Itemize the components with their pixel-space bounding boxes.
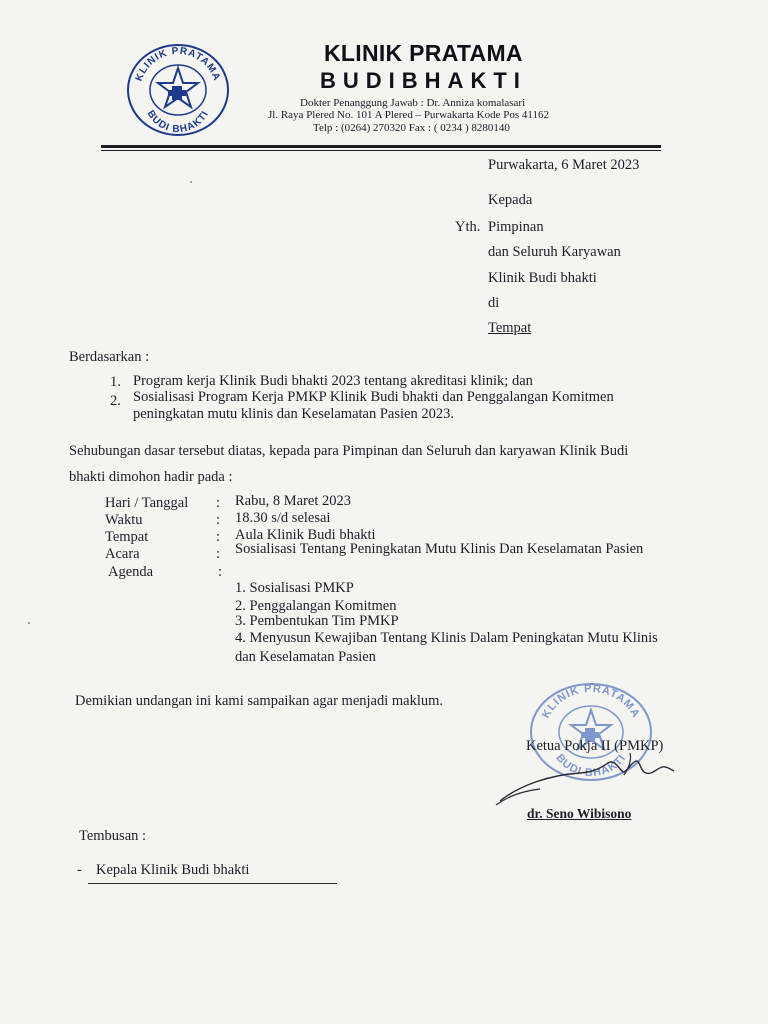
detail-value: Sosialisasi Tentang Peningkatan Mutu Klinis Dan Keselamatan Pasien	[235, 541, 644, 557]
detail-value: 18.30 s/d selesai	[235, 510, 331, 526]
stamp-text-top: KLINIK PRATAMA	[539, 682, 643, 721]
agenda-item: 4. Menyusun Kewajiban Tentang Klinis Dalam Peningkatan Mutu Klinis	[235, 630, 658, 646]
detail-label: Waktu	[105, 512, 143, 528]
basis-intro: Berdasarkan :	[69, 349, 150, 365]
logo-text-top: KLINIK PRATAMA	[133, 45, 223, 83]
agenda-item: 3. Pembentukan Tim PMKP	[235, 613, 399, 629]
paper-speck	[28, 622, 30, 624]
doctor-line: Dokter Penanggung Jawab : Dr. Anniza komalasari	[300, 97, 526, 109]
invitation-line: bhakti dimohon hadir pada :	[69, 469, 233, 485]
agenda-item: 2. Penggalangan Komitmen	[235, 598, 397, 614]
letterhead-divider	[101, 145, 661, 148]
stamp-text-bottom: BUDI BHAKTI	[553, 751, 629, 780]
detail-label: Acara	[105, 546, 140, 562]
cc-label: Tembusan :	[79, 828, 147, 844]
logo-text-bottom: BUDI BHAKTI	[144, 108, 212, 136]
cc-dash: -	[77, 862, 82, 878]
recipient-line: Pimpinan	[488, 219, 544, 235]
detail-colon: :	[216, 495, 221, 511]
yth-label: Yth.	[455, 219, 481, 235]
recipient-line: dan Seluruh Karyawan	[488, 244, 621, 260]
place-date: Purwakarta, 6 Maret 2023	[488, 157, 640, 173]
invitation-line: Sehubungan dasar tersebut diatas, kepada para Pimpinan dan Seluruh dan karyawan Klinik Budi	[69, 443, 629, 459]
letterhead-divider-thin	[101, 150, 661, 151]
cc-item: Kepala Klinik Budi bhakti	[96, 862, 250, 878]
phone-line: Telp : (0264) 270320 Fax : ( 0234 ) 8280140	[313, 122, 510, 134]
to-label: Kepada	[488, 192, 533, 208]
basis-number: 1.	[110, 374, 121, 390]
basis-item: Sosialisasi Program Kerja PMKP Klinik Budi bhakti dan Penggalangan Komitmen	[133, 389, 614, 405]
handwritten-signature	[490, 745, 680, 807]
signer-name: dr. Seno Wibisono	[527, 806, 632, 821]
paper-speck	[190, 181, 192, 183]
svg-text:KLINIK PRATAMA	[540, 683, 642, 720]
detail-colon: :	[216, 529, 221, 545]
basis-item-cont: peningkatan mutu klinis dan Keselamatan Pasien 2023.	[133, 406, 454, 422]
clinic-subname: BUDIBHAKTI	[320, 68, 527, 93]
svg-text:BUDI BHAKTI	[145, 109, 212, 136]
clinic-name: KLINIK PRATAMA	[324, 40, 523, 66]
recipient-line: di	[488, 295, 500, 311]
detail-colon: :	[218, 564, 223, 580]
detail-value: Rabu, 8 Maret 2023	[235, 493, 351, 509]
agenda-item: 1. Sosialisasi PMKP	[235, 580, 354, 596]
detail-label: Tempat	[105, 529, 149, 545]
detail-label: Agenda	[108, 564, 154, 580]
closing-text: Demikian undangan ini kami sampaikan agar menjadi maklum.	[75, 693, 444, 709]
agenda-item-cont: dan Keselamatan Pasien	[235, 649, 376, 665]
recipient-line: Tempat	[488, 320, 532, 336]
recipient-line: Klinik Budi bhakti	[488, 270, 597, 286]
clinic-logo	[124, 42, 232, 138]
detail-colon: :	[216, 546, 221, 562]
address-line: Jl. Raya Plered No. 101 A Plered – Purwakarta Kode Pos 41162	[268, 109, 549, 121]
detail-label: Hari / Tanggal	[105, 495, 189, 511]
signer-title: Ketua Pokja II (PMKP)	[526, 738, 664, 754]
cc-underline	[88, 883, 337, 884]
detail-colon: :	[216, 512, 221, 528]
basis-item: Program kerja Klinik Budi bhakti 2023 tentang akreditasi klinik; dan	[133, 373, 533, 389]
detail-value: Aula Klinik Budi bhakti	[235, 527, 376, 543]
basis-number: 2.	[110, 393, 121, 409]
